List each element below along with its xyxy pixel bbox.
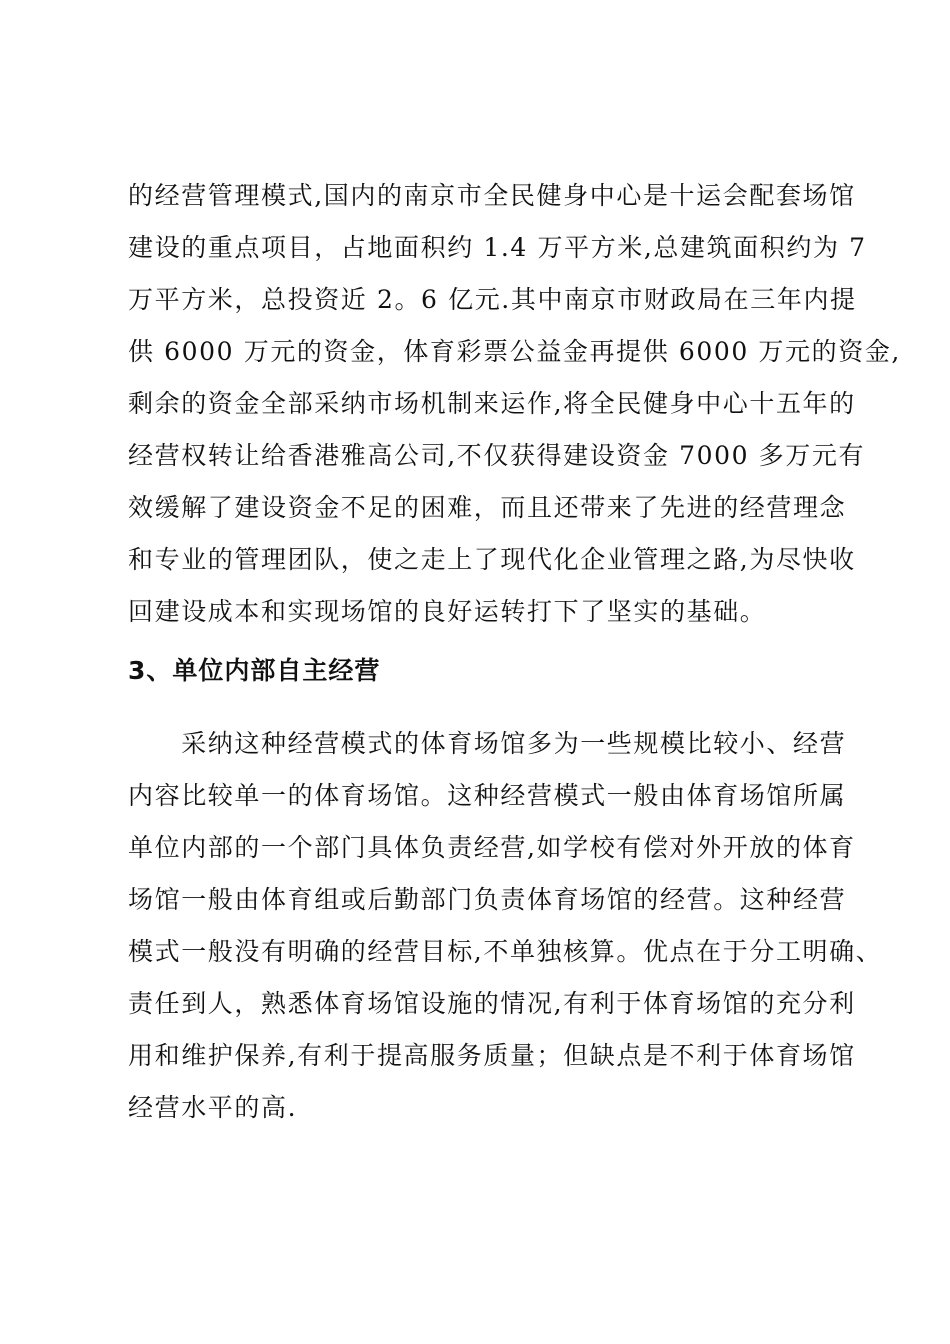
paragraph-line: 万平方米，总投资近 2。6 亿元.其中南京市财政局在三年内提 [128,285,857,314]
paragraph-line: 模式一般没有明确的经营目标,不单独核算。优点在于分工明确、 [128,937,883,966]
paragraph-line: 场馆一般由体育组或后勤部门负责体育场馆的经营。这种经营 [128,885,847,914]
paragraph-line: 经营权转让给香港雅高公司,不仅获得建设资金 7000 多万元有 [128,441,866,470]
paragraph-line: 经营水平的高. [128,1093,298,1122]
paragraph-line: 回建设成本和实现场馆的良好运转打下了坚实的基础。 [128,597,767,626]
paragraph-line: 剩余的资金全部采纳市场机制来运作,将全民健身中心十五年的 [128,389,856,418]
paragraph-line: 和专业的管理团队，使之走上了现代化企业管理之路,为尽快收 [128,545,856,574]
paragraph-line: 效缓解了建设资金不足的困难，而且还带来了先进的经营理念 [128,493,847,522]
section-heading: 3、单位内部自主经营 [128,656,381,685]
paragraph-line: 采纳这种经营模式的体育场馆多为一些规模比较小、经营 [128,729,847,758]
paragraph-line: 的经营管理模式,国内的南京市全民健身中心是十运会配套场馆 [128,181,856,210]
paragraph-line: 责任到人，熟悉体育场馆设施的情况,有利于体育场馆的充分利 [128,989,856,1018]
paragraph-stadium-management-example [128,170,901,638]
paragraph-line: 内容比较单一的体育场馆。这种经营模式一般由体育场馆所属 [128,781,847,810]
paragraph-line: 用和维护保养,有利于提高服务质量；但缺点是不利于体育场馆 [128,1041,856,1070]
paragraph-internal-self-management [128,718,883,1134]
paragraph-line: 建设的重点项目，占地面积约 1.4 万平方米,总建筑面积约为 7 [128,233,867,262]
paragraph-line: 供 6000 万元的资金，体育彩票公益金再提供 6000 万元的资金, [128,337,901,366]
paragraph-line: 单位内部的一个部门具体负责经营,如学校有偿对外开放的体育 [128,833,856,862]
